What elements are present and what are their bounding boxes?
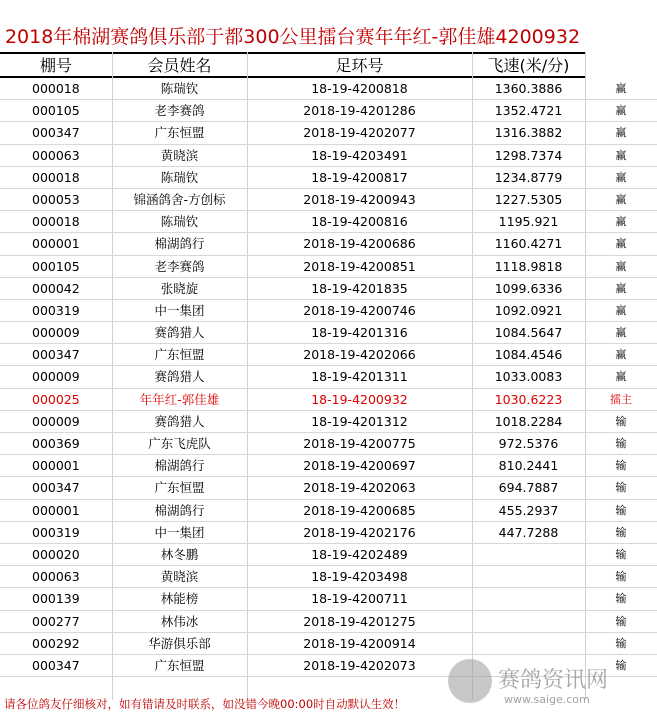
table-row bbox=[0, 477, 657, 499]
header-ring-number: 足环号 bbox=[335, 56, 384, 75]
cell-member-name: 赛鸽猎人 bbox=[154, 413, 205, 429]
cell-ring-number: 18-19-4200816 bbox=[311, 214, 408, 230]
cell-pen-number: 000025 bbox=[32, 391, 80, 407]
cell-ring-number: 2018-19-4202176 bbox=[303, 524, 416, 540]
table-row bbox=[0, 189, 657, 211]
cell-ring-number: 2018-19-4200914 bbox=[303, 635, 416, 651]
cell-pen-number: 000347 bbox=[32, 657, 80, 673]
cell-result: 输 bbox=[615, 414, 627, 428]
cell-speed: 1018.2284 bbox=[494, 413, 563, 429]
cell-result: 赢 bbox=[615, 281, 627, 295]
cell-result: 输 bbox=[615, 592, 627, 606]
cell-speed: 1033.0083 bbox=[494, 369, 563, 385]
watermark-name: 赛鸽资讯网 bbox=[498, 668, 609, 693]
table-row bbox=[0, 344, 657, 366]
cell-pen-number: 000105 bbox=[32, 258, 80, 274]
cell-pen-number: 000018 bbox=[32, 81, 80, 96]
cell-speed: 1360.3886 bbox=[494, 81, 563, 96]
cell-ring-number: 2018-19-4201275 bbox=[303, 613, 416, 629]
cell-speed: 1084.5647 bbox=[494, 325, 563, 341]
cell-pen-number: 000139 bbox=[32, 591, 80, 607]
table-row bbox=[0, 522, 657, 544]
cell-ring-number: 18-19-4201311 bbox=[311, 369, 408, 385]
pigeon-logo-icon bbox=[448, 659, 492, 703]
cell-speed: 810.2441 bbox=[498, 458, 559, 474]
cell-ring-number: 2018-19-4202077 bbox=[303, 125, 416, 141]
cell-ring-number: 2018-19-4200943 bbox=[303, 191, 416, 207]
cell-member-name: 林冬鹏 bbox=[160, 546, 199, 562]
table-row bbox=[0, 500, 657, 522]
cell-result: 赢 bbox=[615, 303, 627, 317]
cell-ring-number: 2018-19-4202063 bbox=[303, 480, 416, 496]
watermark-url: www.saige.com bbox=[504, 693, 590, 706]
cell-pen-number: 000347 bbox=[32, 125, 80, 141]
cell-speed: 1030.6223 bbox=[494, 391, 563, 407]
table-row bbox=[0, 588, 657, 610]
cell-member-name: 陈瑞钦 bbox=[160, 169, 199, 185]
cell-result: 赢 bbox=[615, 370, 627, 384]
table-row bbox=[0, 411, 657, 433]
cell-speed: 694.7887 bbox=[498, 480, 559, 496]
watermark bbox=[448, 655, 648, 715]
cell-member-name: 棉湖鸽行 bbox=[154, 502, 205, 518]
cell-ring-number: 18-19-4201316 bbox=[311, 325, 408, 341]
cell-member-name: 老李赛鸽 bbox=[154, 258, 205, 274]
cell-member-name: 广东恒盟 bbox=[154, 347, 205, 363]
cell-pen-number: 000001 bbox=[32, 458, 80, 474]
cell-pen-number: 000319 bbox=[32, 524, 80, 540]
table-row bbox=[0, 389, 657, 411]
cell-speed: 447.7288 bbox=[498, 524, 559, 540]
cell-ring-number: 2018-19-4200746 bbox=[303, 302, 416, 318]
cell-speed: 1092.0921 bbox=[494, 302, 563, 318]
cell-pen-number: 000001 bbox=[32, 236, 80, 252]
cell-ring-number: 18-19-4200818 bbox=[311, 81, 408, 96]
cell-pen-number: 000347 bbox=[32, 347, 80, 363]
cell-result: 输 bbox=[615, 503, 627, 517]
cell-pen-number: 000009 bbox=[32, 413, 80, 429]
cell-ring-number: 18-19-4202489 bbox=[311, 546, 408, 562]
cell-member-name: 广东飞虎队 bbox=[148, 436, 211, 451]
table-row bbox=[0, 544, 657, 566]
header-pen-number: 棚号 bbox=[39, 56, 72, 75]
cell-result: 输 bbox=[615, 459, 627, 473]
table-row bbox=[0, 233, 657, 255]
cell-member-name: 黄晓滨 bbox=[160, 147, 199, 163]
cell-result: 输 bbox=[615, 614, 627, 628]
cell-ring-number: 18-19-4200932 bbox=[311, 391, 408, 407]
cell-speed: 1099.6336 bbox=[494, 280, 563, 296]
cell-speed: 1118.9818 bbox=[494, 258, 563, 274]
cell-member-name: 锦涵鸽舍-方创标 bbox=[133, 191, 226, 207]
table-row bbox=[0, 167, 657, 189]
cell-ring-number: 18-19-4200711 bbox=[311, 591, 408, 607]
table-row bbox=[0, 366, 657, 388]
table-row bbox=[0, 100, 657, 122]
cell-result: 赢 bbox=[615, 170, 627, 184]
cell-result: 输 bbox=[615, 570, 627, 584]
cell-result: 输 bbox=[615, 658, 627, 672]
table-row bbox=[0, 78, 657, 100]
cell-pen-number: 000053 bbox=[32, 191, 80, 207]
cell-ring-number: 18-19-4203491 bbox=[311, 147, 408, 163]
cell-pen-number: 000001 bbox=[32, 502, 80, 518]
cell-speed: 1227.5305 bbox=[494, 191, 563, 207]
cell-member-name: 赛鸽猎人 bbox=[154, 325, 205, 341]
cell-speed: 1352.4721 bbox=[494, 103, 563, 119]
cell-member-name: 广东恒盟 bbox=[154, 657, 205, 673]
table-row bbox=[0, 211, 657, 233]
table-row bbox=[0, 300, 657, 322]
table-row bbox=[0, 145, 657, 167]
cell-member-name: 棉湖鸽行 bbox=[154, 236, 205, 252]
cell-pen-number: 000018 bbox=[32, 169, 80, 185]
cell-member-name: 棉湖鸽行 bbox=[154, 458, 205, 474]
cell-speed: 1316.3882 bbox=[494, 125, 563, 141]
cell-ring-number: 2018-19-4202073 bbox=[303, 657, 416, 673]
cell-result: 赢 bbox=[615, 237, 627, 251]
cell-ring-number: 2018-19-4200697 bbox=[303, 458, 416, 474]
cell-ring-number: 18-19-4201312 bbox=[311, 413, 408, 429]
cell-ring-number: 2018-19-4202066 bbox=[303, 347, 416, 363]
table-body bbox=[0, 78, 657, 677]
cell-pen-number: 000347 bbox=[32, 480, 80, 496]
table-header bbox=[0, 52, 585, 78]
cell-result: 输 bbox=[615, 547, 627, 561]
cell-result: 赢 bbox=[615, 215, 627, 229]
table-row bbox=[0, 566, 657, 588]
cell-speed: 1298.7374 bbox=[494, 147, 563, 163]
cell-ring-number: 2018-19-4200775 bbox=[303, 436, 416, 451]
cell-member-name: 赛鸽猎人 bbox=[154, 369, 205, 385]
table-row bbox=[0, 433, 657, 455]
cell-result: 赢 bbox=[615, 326, 627, 340]
cell-ring-number: 18-19-4200817 bbox=[311, 169, 408, 185]
header-member-name: 会员姓名 bbox=[147, 56, 212, 75]
table-row bbox=[0, 278, 657, 300]
cell-ring-number: 2018-19-4200851 bbox=[303, 258, 416, 274]
cell-result: 擂主 bbox=[610, 392, 632, 406]
cell-speed: 1084.4546 bbox=[494, 347, 563, 363]
cell-pen-number: 000020 bbox=[32, 546, 80, 562]
cell-ring-number: 18-19-4203498 bbox=[311, 569, 408, 585]
cell-ring-number: 2018-19-4200686 bbox=[303, 236, 416, 252]
cell-result: 赢 bbox=[615, 192, 627, 206]
table-row bbox=[0, 611, 657, 633]
cell-member-name: 广东恒盟 bbox=[154, 480, 205, 496]
header-speed: 飞速(米/分) bbox=[487, 56, 570, 75]
cell-pen-number: 000009 bbox=[32, 325, 80, 341]
cell-pen-number: 000292 bbox=[32, 635, 80, 651]
cell-result: 输 bbox=[615, 525, 627, 539]
cell-pen-number: 000018 bbox=[32, 214, 80, 230]
cell-member-name: 林伟冰 bbox=[160, 613, 199, 629]
cell-result: 输 bbox=[615, 481, 627, 495]
cell-result: 赢 bbox=[615, 126, 627, 140]
cell-member-name: 林能榜 bbox=[160, 591, 199, 607]
cell-speed: 1195.921 bbox=[498, 214, 559, 230]
table-row bbox=[0, 122, 657, 144]
page-title: 2018年棉湖赛鸽俱乐部于都300公里擂台赛年年红-郭佳雄4200932 bbox=[4, 26, 581, 48]
cell-pen-number: 000369 bbox=[32, 436, 80, 451]
cell-pen-number: 000105 bbox=[32, 103, 80, 119]
cell-member-name: 中一集团 bbox=[154, 524, 205, 540]
cell-member-name: 陈瑞钦 bbox=[160, 81, 199, 96]
cell-result: 赢 bbox=[615, 82, 627, 95]
cell-member-name: 中一集团 bbox=[154, 302, 205, 318]
table-row bbox=[0, 633, 657, 655]
cell-result: 赢 bbox=[615, 104, 627, 118]
cell-result: 赢 bbox=[615, 259, 627, 273]
cell-member-name: 陈瑞钦 bbox=[160, 214, 199, 230]
cell-speed: 1234.8779 bbox=[494, 169, 563, 185]
cell-result: 赢 bbox=[615, 148, 627, 162]
cell-speed: 455.2937 bbox=[498, 502, 559, 518]
cell-pen-number: 000042 bbox=[32, 280, 80, 296]
cell-ring-number: 2018-19-4201286 bbox=[303, 103, 416, 119]
cell-ring-number: 18-19-4201835 bbox=[311, 280, 408, 296]
footer-note: 请各位鸽友仔细核对，如有错请及时联系，如没错今晚00:00时自动默认生效！ bbox=[4, 697, 406, 711]
cell-result: 输 bbox=[615, 636, 627, 650]
cell-pen-number: 000063 bbox=[32, 147, 80, 163]
cell-speed: 1160.4271 bbox=[494, 236, 563, 252]
cell-pen-number: 000009 bbox=[32, 369, 80, 385]
cell-pen-number: 000319 bbox=[32, 302, 80, 318]
cell-member-name: 张晓旋 bbox=[160, 280, 199, 296]
cell-speed: 972.5376 bbox=[498, 436, 559, 451]
cell-member-name: 华游俱乐部 bbox=[148, 635, 211, 651]
cell-member-name: 黄晓滨 bbox=[160, 569, 199, 585]
cell-pen-number: 000277 bbox=[32, 613, 80, 629]
cell-result: 赢 bbox=[615, 348, 627, 362]
cell-member-name: 广东恒盟 bbox=[154, 125, 205, 141]
table-row bbox=[0, 256, 657, 278]
cell-pen-number: 000063 bbox=[32, 569, 80, 585]
cell-result: 输 bbox=[615, 437, 627, 450]
cell-member-name: 年年红-郭佳雄 bbox=[139, 391, 220, 407]
table-row bbox=[0, 322, 657, 344]
cell-ring-number: 2018-19-4200685 bbox=[303, 502, 416, 518]
table-row bbox=[0, 455, 657, 477]
cell-member-name: 老李赛鸽 bbox=[154, 103, 205, 119]
